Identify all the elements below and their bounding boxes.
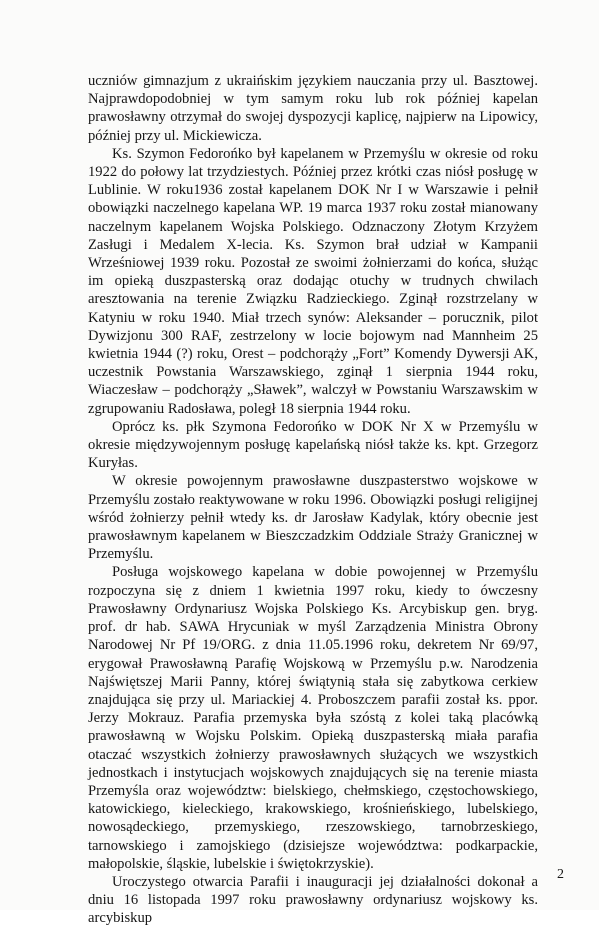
paragraph: Ks. Szymon Fedorońko był kapelanem w Przemyślu w okresie od roku 1922 do połowy lat trzydziestych. Później przez krótki czas niósł posługę w Lublinie. W roku1936 został kapelanem DOK Nr I w Warszawie i pełnił obowiązki naczelnego kapelana WP. 19 marca 1937 roku został mianowany naczelnym kapelanem Wojska Polskiego. Odznaczony Złotym Krzyżem Zasługi i Medalem X-lecia. Ks. Szymon brał udział w Kampanii Wrześniowej 1939 roku. Pozostał ze swoimi żołnierzami do końca, służąc im opieką duszpasterską oraz dodając otuchy w trudnych chwilach aresztowania na terenie Związku Radzieckiego. Zginął rozstrzelany w Katyniu w roku 1940. Miał trzech synów: Aleksander – porucznik, pilot Dywizjonu 300 RAF, zestrzelony w locie bojowym nad Mannheim 25 kwietnia 1944 (?) roku, Orest – podchorąży „Fort” Komendy Dywersji AK, uczestnik Powstania Warszawskiego, zginął 1 sierpnia 1944 roku, Wiaczesław – podchorąży „Sławek”, walczył w Powstaniu Warszawskim w zgrupowaniu Radosława, poległ 18 sierpnia 1944 roku. [88,145,538,417]
paragraph: Uroczystego otwarcia Parafii i inauguracji jej działalności dokonał a dniu 16 listopada 1997 roku prawosławny ordynariusz wojskowy ks. arcybiskup [88,873,538,927]
paragraph: W okresie powojennym prawosławne duszpasterstwo wojskowe w Przemyślu zostało reaktywowane w roku 1996. Obowiązki posługi religijnej wśród żołnierzy pełnił wtedy ks. dr Jarosław Kadylak, który obecnie jest prawosławnym kapelanem w Bieszczadzkim Oddziale Straży Granicznej w Przemyślu. [88,473,538,563]
page-number: 2 [557,867,564,882]
paragraph: uczniów gimnazjum z ukraińskim językiem nauczania przy ul. Basztowej. Najprawdopodobniej w tym samym roku lub rok później kapelan prawosławny otrzymał do swojej dyspozycji kaplicę, najpierw na Lipowicy, później przy ul. Mickiewicza. [88,73,538,144]
body-text [88,72,538,928]
paragraph: Posługa wojskowego kapelana w dobie powojennej w Przemyślu rozpoczyna się z dniem 1 kwietnia 1997 roku, kiedy to ówczesny Prawosławny Ordynariusz Wojska Polskiego Ks. Arcybiskup gen. bryg. prof. dr hab. SAWA Hrycuniak w myśl Zarządzenia Ministra Obrony Narodowej Nr Pf 19/ORG. z dnia 11.05.1996 roku, dekretem Nr 69/97, erygował Prawosławną Parafię Wojskową w Przemyślu p.w. Narodzenia Najświętszej Marii Panny, której świątynią stała się zabytkowa cerkiew znajdująca się przy ul. Mariackiej 4. Proboszczem parafii został ks. ppor. Jerzy Mokrauz. Parafia przemyska była szóstą z kolei taką placówką prawosławną w Wojsku Polskim. Opieką duszpasterską miała parafia otaczać wszystkich żołnierzy prawosławnych służących we wszystkich jednostkach i instytucjach wojskowych znajdujących się na terenie miasta Przemyśla oraz województw: bielskiego, chełmskiego, częstochowskiego, katowickiego, kieleckiego, krakowskiego, krośnieńskiego, lubelskiego, nowosądeckiego, przemyskiego, rzeszowskiego, tarnobrzeskiego, tarnowskiego i zamojskiego (dzisiejsze województwa: podkarpackie, małopolskie, śląskie, lubelskie i świętokrzyskie). [88,564,538,872]
paragraph: Oprócz ks. płk Szymona Fedorońko w DOK Nr X w Przemyślu w okresie międzywojennym posługę kapelańską niósł także ks. kpt. Grzegorz Kuryłas. [88,418,538,472]
